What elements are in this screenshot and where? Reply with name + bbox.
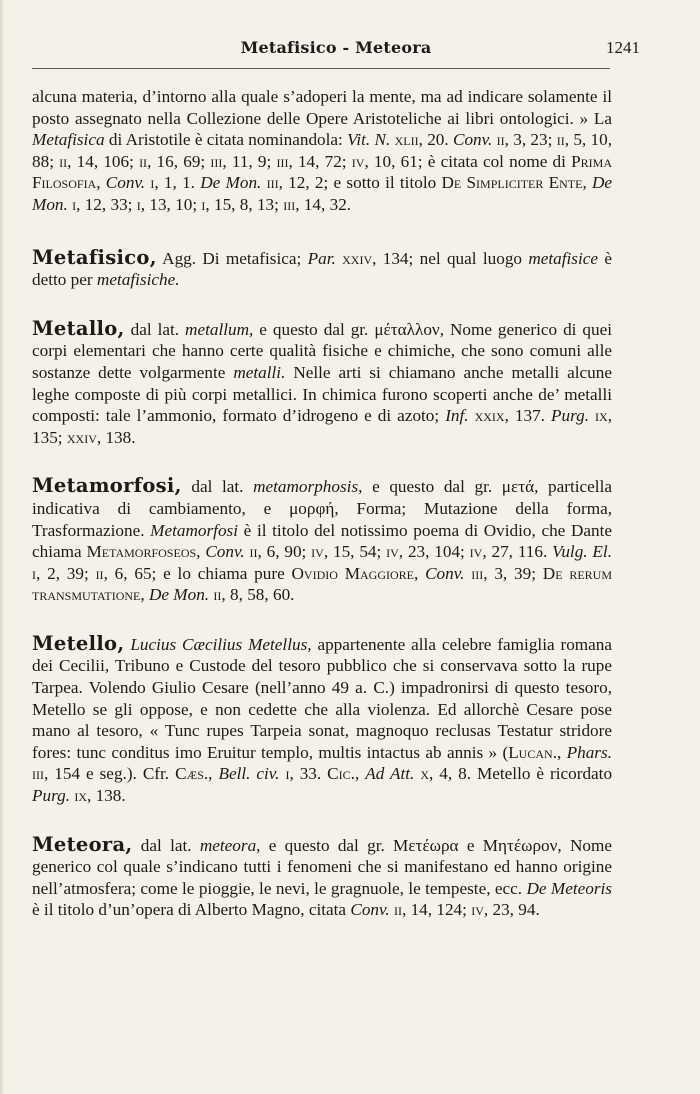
header-rule: [32, 68, 610, 69]
entry-headword: Metafisico,: [32, 245, 157, 269]
entry-text: dal lat. metamorphosis, e questo dal gr. μετά, particella indicativa di cambiamento, e μορφή, Forma; Mutazione della forma, Trasformazione. Metamorfosi è il titolo del notissimo poema di Ovidio, che Dante chiama Metamorfoseos, Conv. ii, 6, 90; iv, 15, 54; iv, 23, 104; iv, 27, 116. Vulg. El. i, 2, 39; ii, 6, 65; e lo chiama pure Ovidio Maggiore, Conv. iii, 3, 39; De rerum transmutatione, De Mon. ii, 8, 58, 60.: [32, 477, 613, 605]
page-number: 1241: [606, 38, 640, 57]
entry-text: Agg. Di metafisica; Par. xxiv, 134; nel qual luogo metafisice è detto per metafisiche.: [32, 248, 612, 290]
page-edge: [0, 0, 4, 1094]
entry-text: Lucius Cæcilius Metellus, appartenente alla celebre famiglia romana dei Cecilii, Tribuno e Custode del tesoro pubblico che si conservava sotto la rupe Tarpea. Volendo Giulio Cesare (nell’anno 49 a. C.) impadronirsi di questo tesoro, Metello se gli oppose, e non cedette che alla violenza. Ed allorchè Cesare pose mano al tesoro, « Tunc rupes Tarpeia sonat, magnoquo reclusas Testatur stridore fores: tunc conditus imo Eruitur templo, multis intactus ab annis » (Lucan., Phars. iii, 154 e seg.). Cfr. Cæs., Bell. civ. i, 33. Cic., Ad Att. x, 4, 8. Metello è ricordato Purg. ix, 138.: [32, 634, 613, 806]
page-body: [32, 86, 612, 948]
entry-metallo: [32, 318, 612, 449]
entry-metello: [32, 633, 612, 807]
entry-metafisico: [32, 247, 612, 291]
entry-metamorfosi: [32, 475, 612, 606]
entry-headword: Meteora,: [32, 832, 133, 856]
entry-text: alcuna materia, d’intorno alla quale s’adoperi la mente, ma ad indicare solamente il posto assegnato nella Collezione delle Opere Aristoteliche ai libri ontologici. » La Metafisica di Aristotile è citata nominandola: Vit. N. xlii, 20. Conv. ii, 3, 23; ii, 5, 10, 88; ii, 14, 106; ii, 16, 69; iii, 11, 9; iii, 14, 72; iv, 10, 61; è citata col nome di Prima Filosofia, Conv. i, 1, 1. De Mon. iii, 12, 2; e sotto il titolo De Simpliciter Ente, De Mon. i, 12, 33; i, 13, 10; i, 15, 8, 13; iii, 14, 32.: [32, 87, 613, 214]
page-header: [32, 38, 640, 64]
entry-headword: Metello,: [32, 631, 125, 655]
entry-headword: Metallo,: [32, 316, 125, 340]
entry-text: dal lat. metallum, e questo dal gr. μέταλλον, Nome generico di quei corpi elementari che hanno certe qualità fisiche e chimiche, che sono comuni alle sostanze dette volgarmente metalli. Nelle arti si chiamano anche metalli alcune leghe composte di più corpi metallici. In chimica furono scoperti anche de’ metalli composti: tale l’ammonio, formato d’idrogeno e di azoto; Inf. xxix, 137. Purg. ix, 135; xxiv, 138.: [32, 319, 613, 447]
running-title: Metafisico - Meteora: [240, 38, 432, 57]
entry-metafisica-continuation: [32, 86, 612, 216]
entry-meteora: [32, 834, 612, 921]
entry-text: dal lat. meteora, e questo dal gr. Μετέωρα e Μητέωρον, Nome generico col quale s’indicano tutti i fenomeni che si manifestano ed hanno origine nell’atmosfera; come le pioggie, le nevi, le gragnuole, le tempeste, ecc. De Meteoris è il titolo d’un’opera di Alberto Magno, citata Conv. ii, 14, 124; iv, 23, 94.: [32, 835, 612, 920]
entry-headword: Metamorfosi,: [32, 474, 182, 498]
